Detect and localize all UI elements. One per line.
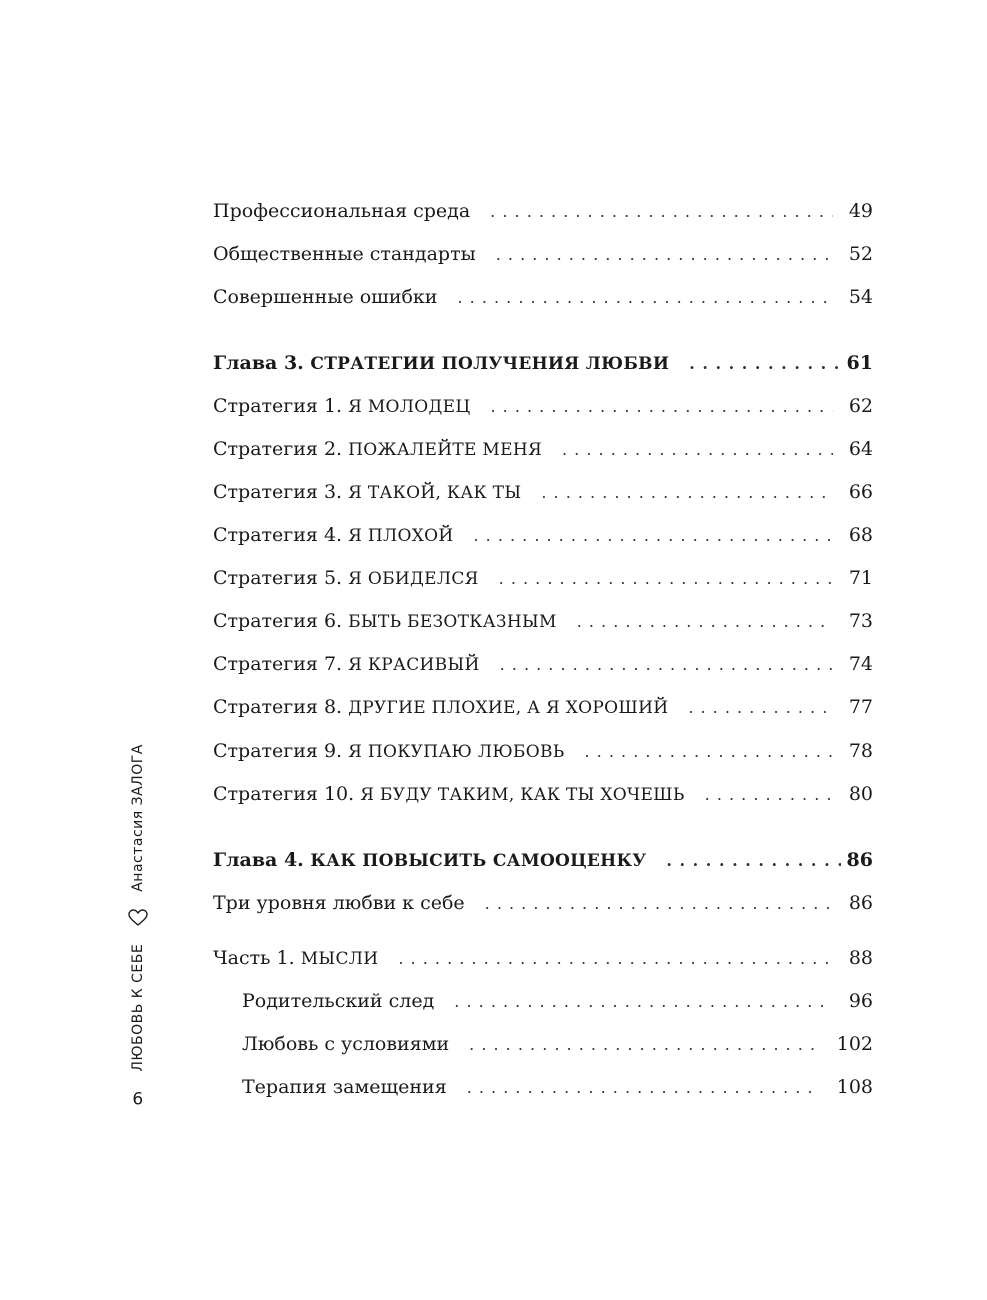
- toc-entry-title: [213, 736, 565, 767]
- toc-entry-page: 49: [848, 200, 873, 222]
- dot-leader: [457, 283, 832, 313]
- toc-entry-prefix: Стратегия 10.: [213, 783, 361, 805]
- author-name: Анастасия ЗАЛОГА: [130, 744, 146, 892]
- toc-entry-title: [213, 692, 668, 723]
- toc-entry: [213, 888, 873, 918]
- toc-entry-prefix: Стратегия 3.: [213, 481, 349, 503]
- toc-chapter-entry: [213, 348, 873, 378]
- toc-entry-page: 61: [846, 352, 873, 374]
- toc-entry-prefix: Стратегия 7.: [213, 653, 349, 675]
- toc-entry: [213, 943, 873, 973]
- dot-leader: [541, 478, 832, 508]
- toc-entry-title: [213, 520, 453, 551]
- toc-entry-prefix: Глава 3.: [213, 352, 311, 374]
- toc-entry-prefix: Часть 1.: [213, 947, 301, 969]
- toc-entry-page: 96: [848, 990, 873, 1012]
- toc-entry-caps-title: КАК ПОВЫСИТЬ САМООЦЕНКУ: [310, 851, 647, 871]
- toc-entry-prefix: Стратегия 6.: [213, 610, 349, 632]
- dot-leader: [398, 944, 832, 974]
- toc-entry-caps-title: Я ПОКУПАЮ ЛЮБОВЬ: [348, 742, 565, 762]
- toc-entry-caps-title: Я МОЛОДЕЦ: [348, 397, 471, 417]
- toc-entry: [213, 196, 873, 226]
- dot-leader: [467, 1073, 821, 1103]
- toc-entry-title: [213, 845, 646, 876]
- toc-entry-title: [213, 649, 480, 680]
- toc-entry-page: 86: [846, 849, 873, 871]
- toc-entry-prefix: Глава 4.: [213, 849, 311, 871]
- toc-entry: [213, 391, 873, 421]
- toc-entry-title: Терапия замещения: [242, 1076, 447, 1098]
- dot-leader: [500, 650, 833, 680]
- toc-entry-title: [213, 434, 542, 465]
- toc-entry-caps-title: Я ТАКОЙ, КАК ТЫ: [348, 483, 522, 503]
- toc-entry-title: Родительский след: [242, 990, 435, 1012]
- toc-entry-prefix: Стратегия 4.: [213, 524, 349, 546]
- toc-entry-caps-title: ПОЖАЛЕЙТЕ МЕНЯ: [348, 440, 542, 460]
- toc-entry: [213, 477, 873, 507]
- toc-entry-page: 88: [848, 947, 873, 969]
- toc-entry-title: Общественные стандарты: [213, 243, 476, 265]
- dot-leader: [490, 197, 833, 227]
- toc-entry: [213, 736, 873, 766]
- toc-entry-page: 54: [848, 286, 873, 308]
- toc-entry-title: [213, 391, 470, 422]
- dot-leader: [562, 435, 833, 465]
- dot-leader: [454, 987, 833, 1017]
- toc-entry-caps-title: Я ОБИДЕЛСЯ: [348, 569, 479, 589]
- toc-chapter-entry: [213, 845, 873, 875]
- dot-leader: [689, 349, 840, 379]
- toc-entry-title: [213, 606, 557, 637]
- toc-entry: [213, 606, 873, 636]
- dot-leader: [490, 392, 832, 422]
- toc-entry: [213, 282, 873, 312]
- toc-entry-title: Совершенные ошибки: [213, 286, 438, 308]
- toc-entry-title: Любовь с условиями: [242, 1033, 450, 1055]
- toc-entry: [213, 434, 873, 464]
- toc-entry-page: 86: [848, 892, 873, 914]
- toc-entry: [213, 563, 873, 593]
- toc-entry-page: 62: [848, 395, 873, 417]
- dot-leader: [585, 737, 833, 767]
- toc-entry-caps-title: Я ПЛОХОЙ: [348, 526, 454, 546]
- toc-entry-caps-title: Я КРАСИВЫЙ: [348, 655, 480, 675]
- toc-entry-prefix: Стратегия 1.: [213, 395, 349, 417]
- toc-entry-title: [213, 348, 669, 379]
- toc-entry: [213, 692, 873, 722]
- toc-entry-page: 78: [848, 740, 873, 762]
- toc-entry-page: 74: [848, 653, 873, 675]
- toc-entry: [213, 779, 873, 809]
- toc-entry-page: 73: [848, 610, 873, 632]
- dot-leader: [666, 846, 840, 876]
- toc-entry-prefix: Стратегия 8.: [213, 696, 349, 718]
- heart-outline-icon: [129, 908, 147, 928]
- toc-entry-page: 66: [848, 481, 873, 503]
- toc-entry: [213, 649, 873, 679]
- toc-entry-title: [213, 943, 378, 974]
- toc-entry-prefix: Стратегия 2.: [213, 438, 349, 460]
- toc-entry-title: Профессиональная среда: [213, 200, 471, 222]
- page-number: 6: [132, 1089, 144, 1110]
- dot-leader: [705, 780, 833, 810]
- dot-leader: [577, 607, 833, 637]
- toc-entry-prefix: Стратегия 5.: [213, 567, 349, 589]
- toc-subentry: [242, 1029, 873, 1059]
- toc-entry-title: Три уровня любви к себе: [213, 892, 465, 914]
- toc-entry-page: 102: [836, 1033, 873, 1055]
- toc-entry-title: [213, 477, 521, 508]
- dot-leader: [469, 1030, 821, 1060]
- toc-entry-page: 71: [848, 567, 873, 589]
- toc-entry-page: 80: [848, 783, 873, 805]
- running-head: [118, 685, 158, 1110]
- toc-entry-caps-title: МЫСЛИ: [300, 949, 379, 969]
- toc-entry: [213, 239, 873, 269]
- dot-leader: [473, 521, 832, 551]
- dot-leader: [688, 693, 832, 723]
- dot-leader: [499, 564, 833, 594]
- toc-entry-title: [213, 779, 685, 810]
- toc-entry-page: 108: [836, 1076, 873, 1098]
- toc-entry-title: [213, 563, 479, 594]
- toc-entry-caps-title: СТРАТЕГИИ ПОЛУЧЕНИЯ ЛЮБВИ: [310, 354, 670, 374]
- toc-entry-caps-title: Я БУДУ ТАКИМ, КАК ТЫ ХОЧЕШЬ: [360, 785, 685, 805]
- toc-entry-page: 52: [848, 243, 873, 265]
- toc-entry-page: 77: [848, 696, 873, 718]
- toc-entry-page: 64: [848, 438, 873, 460]
- dot-leader: [485, 889, 833, 919]
- toc-entry-caps-title: БЫТЬ БЕЗОТКАЗНЫМ: [348, 612, 557, 632]
- toc-entry: [213, 520, 873, 550]
- toc-subentry: [242, 986, 873, 1016]
- toc-subentry: [242, 1072, 873, 1102]
- toc-entry-prefix: Стратегия 9.: [213, 740, 349, 762]
- book-title: ЛЮБОВЬ К СЕБЕ: [130, 943, 146, 1072]
- toc-entry-caps-title: ДРУГИЕ ПЛОХИЕ, А Я ХОРОШИЙ: [348, 698, 669, 718]
- dot-leader: [496, 240, 833, 270]
- toc-entry-page: 68: [848, 524, 873, 546]
